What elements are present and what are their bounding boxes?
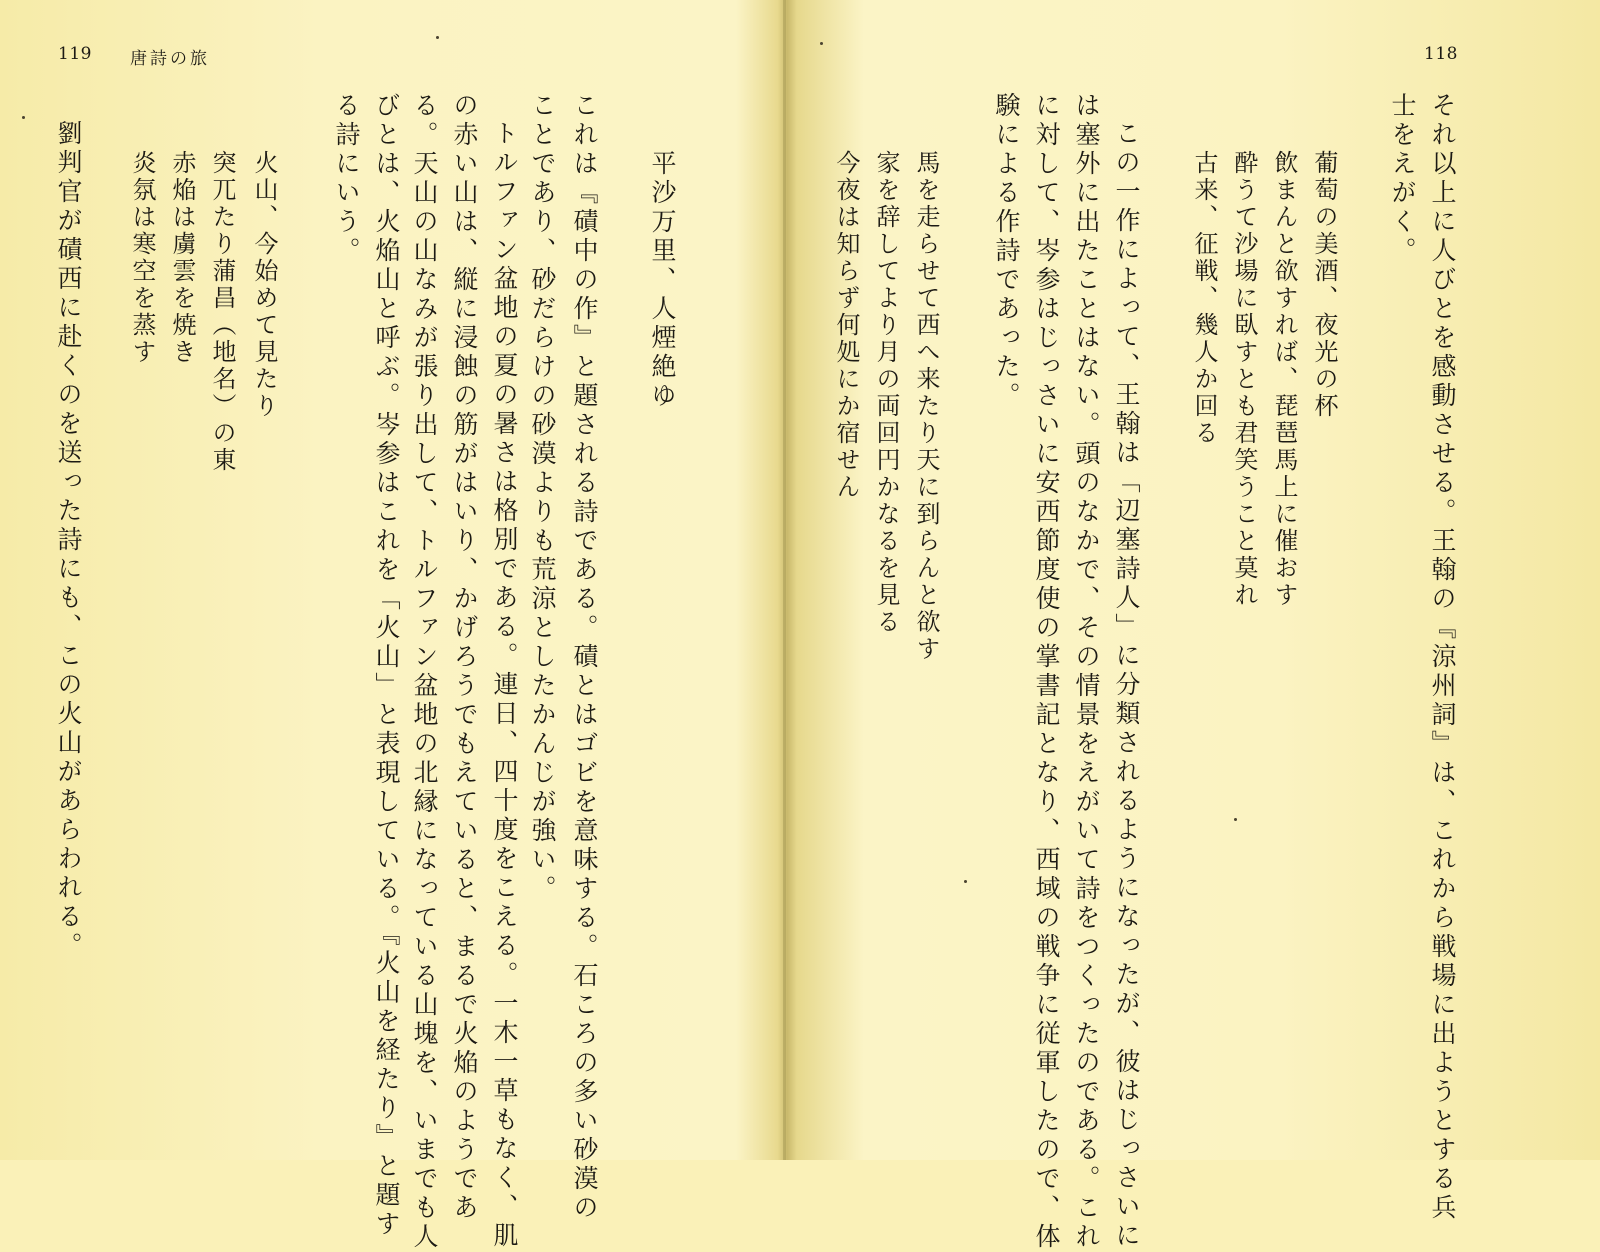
left-text-column: これは『磧中の作』と題される詩である。磧とはゴビを意味する。石ころの多い砂漠の [570,92,599,1223]
poem-line: 馬を走らせて西へ来たり天に到らんと欲す [912,150,940,663]
poem-line: 酔うて沙場に臥すとも君笑うこと莫れ [1230,150,1258,609]
left-text-column: びとは、火焔山と呼ぶ。岑参はこれを「火山」と表現している。『火山を経たり』と題す [372,92,401,1240]
left-subheading: 平沙万里、人煙絶ゆ [648,150,677,411]
poem-line: 突兀たり蒲昌（地名）の東 [208,150,236,474]
poem-line: 火山、今始めて見たり [250,150,278,420]
left-text-column: の赤い山は、縦に浸蝕の筋がはいり、かげろうでもえていると、まるで火焔のようであ [450,92,479,1223]
left-text-column: る詩にいう。 [332,92,361,266]
right-text-column: この一作によって、王翰は「辺塞詩人」に分類されるようになったが、彼はじっさいに [1112,120,1141,1251]
scan-speck [436,36,439,39]
right-text-column: 士をえがく。 [1388,92,1417,266]
poem-line: 炎氛は寒空を蒸す [128,150,156,366]
page-number-right: 118 [1424,44,1458,64]
poem-line: 古来、征戦、幾人か回る [1190,150,1218,447]
left-text-column: ことであり、砂だらけの砂漠よりも荒涼としたかんじが強い。 [528,92,557,904]
poem-line: 家を辞してより月の両回円かなるを見る [872,150,900,636]
poem-line: 飲まんと欲すれば、琵琶馬上に催おす [1270,150,1298,609]
left-text-column: トルファン盆地の夏の暑さは格別である。連日、四十度をこえる。一木一草もなく、肌 [490,120,519,1251]
running-title: 唐詩の旅 [130,49,210,69]
right-text-column: それ以上に人びとを感動させる。王翰の『涼州詞』は、これから戦場に出ようとする兵 [1428,92,1457,1223]
right-text-column: は塞外に出たことはない。頭のなかで、その情景をえがいて詩をつくったのである。これ [1072,92,1101,1252]
scan-speck [820,42,823,45]
right-text-column: 験による作詩であった。 [992,92,1021,411]
poem-line: 今夜は知らず何処にか宿せん [832,150,860,501]
left-text-column: る。天山の山なみが張り出して、トルファン盆地の北縁になっている山塊を、いまでも人 [410,92,439,1252]
poem-line: 葡萄の美酒、夜光の杯 [1310,150,1338,420]
right-text-column: に対して、岑参はじっさいに安西節度使の掌書記となり、西域の戦争に従軍したので、体 [1032,92,1061,1252]
page-number-left: 119 [58,44,92,64]
scan-speck [22,116,25,119]
scan-speck [964,880,967,883]
book-gutter [783,0,786,1160]
scan-speck [1234,818,1237,821]
left-text-column: 劉判官が磧西に赴くのを送った詩にも、この火山があらわれる。 [54,120,83,961]
poem-line: 赤焔は虜雲を焼き [168,150,196,366]
